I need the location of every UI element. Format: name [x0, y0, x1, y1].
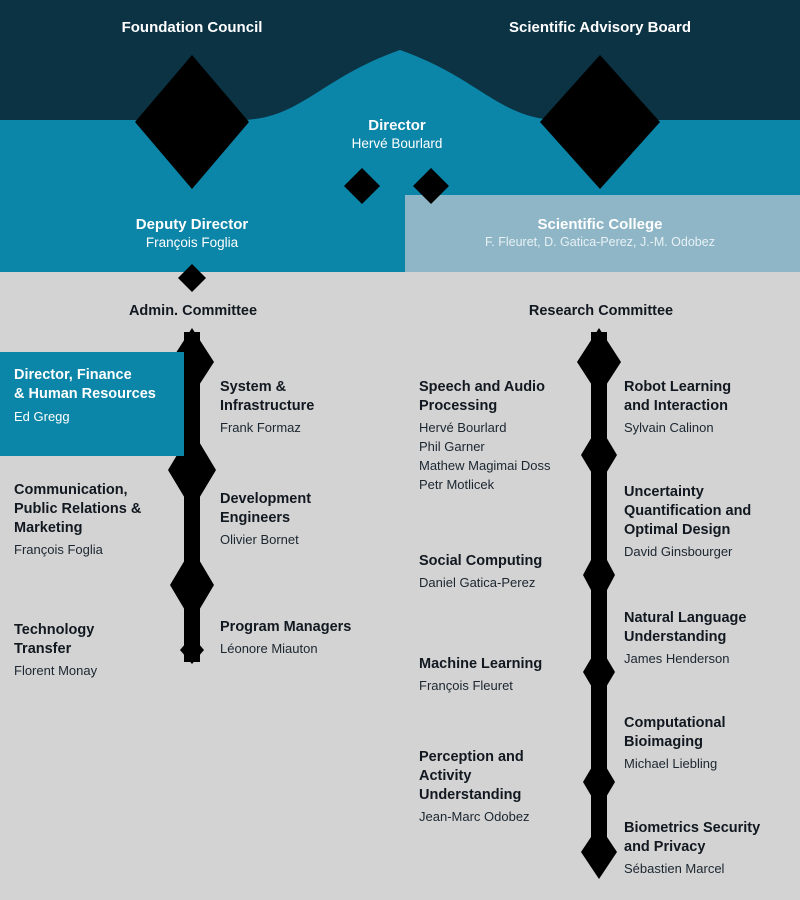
- unit-person-1: Sylvain Calinon: [624, 420, 714, 435]
- unit-person: Frank Formaz: [220, 420, 301, 435]
- admin-unit-system-infrastructure[interactable]: [220, 378, 385, 437]
- unit-title-line1: System &: [220, 379, 287, 395]
- unit-title-line3: Understanding: [419, 787, 522, 803]
- unit-person-3: Mathew Magimai Doss: [419, 458, 551, 473]
- unit-title-line2: Transfer: [14, 641, 72, 657]
- unit-person: Olivier Bornet: [220, 532, 299, 547]
- advisory-board-title: Scientific Advisory Board: [509, 19, 691, 36]
- director-person: Hervé Bourlard: [351, 136, 443, 151]
- unit-person-1: James Henderson: [624, 651, 730, 666]
- unit-title-line1: Program Managers: [220, 619, 352, 635]
- unit-person-1: Michael Liebling: [624, 756, 718, 771]
- advisory-board-node[interactable]: [480, 18, 720, 37]
- unit-person: Florent Monay: [14, 663, 98, 678]
- unit-title-line1: Director, Finance: [14, 367, 132, 383]
- research-committee-node[interactable]: [490, 302, 712, 321]
- unit-title-line1: Social Computing: [419, 553, 543, 569]
- unit-person: Ed Gregg: [14, 409, 70, 424]
- research-unit-robot-learning-interaction[interactable]: [624, 378, 794, 437]
- research-unit-computational-bioimaging[interactable]: [624, 714, 794, 773]
- foundation-council-node[interactable]: [72, 18, 312, 37]
- unit-title-line1: Uncertainty: [624, 484, 704, 500]
- admin-unit-director-finance-hr[interactable]: [0, 352, 184, 456]
- unit-title-line2: Public Relations &: [14, 501, 142, 517]
- deputy-director-node[interactable]: [82, 215, 302, 252]
- admin-unit-technology-transfer[interactable]: [14, 621, 174, 680]
- unit-person: Léonore Miauton: [220, 641, 318, 656]
- deputy-director-title: Deputy Director: [135, 216, 249, 233]
- admin-unit-communication-pr-marketing[interactable]: [14, 481, 174, 559]
- unit-title-line2: & Human Resources: [14, 386, 156, 402]
- unit-title-line2: Engineers: [220, 510, 291, 526]
- scientific-college-title: Scientific College: [537, 216, 663, 233]
- unit-title-line1: Biometrics Security: [624, 820, 761, 836]
- unit-title-line2: Quantification and: [624, 503, 752, 519]
- unit-title-line2: Bioimaging: [624, 734, 703, 750]
- director-title: Director: [368, 117, 426, 134]
- research-unit-perception-activity-understanding[interactable]: [419, 748, 584, 826]
- unit-title-line3: Optimal Design: [624, 522, 731, 538]
- unit-title-line2: Understanding: [624, 629, 727, 645]
- admin-committee-title: Admin. Committee: [128, 303, 258, 319]
- unit-title-line3: Marketing: [14, 520, 83, 536]
- unit-title-line1: Computational: [624, 715, 726, 731]
- unit-title-line1: Development: [220, 491, 312, 507]
- foundation-council-title: Foundation Council: [121, 19, 263, 36]
- research-unit-biometrics-security-privacy[interactable]: [624, 819, 799, 878]
- research-unit-speech-audio-processing[interactable]: [419, 378, 584, 494]
- unit-person-1: Hervé Bourlard: [419, 420, 507, 435]
- deputy-director-person: François Foglia: [145, 235, 239, 250]
- unit-title-line2: Processing: [419, 398, 498, 414]
- unit-title-line1: Perception and: [419, 749, 524, 765]
- unit-person-2: Phil Garner: [419, 439, 485, 454]
- unit-title-line2: and Interaction: [624, 398, 728, 414]
- unit-title-line1: Communication,: [14, 482, 128, 498]
- unit-person-4: Petr Motlicek: [419, 477, 495, 492]
- research-unit-machine-learning[interactable]: [419, 655, 584, 695]
- unit-person-1: David Ginsbourger: [624, 544, 733, 559]
- unit-title-line1: Technology: [14, 622, 95, 638]
- admin-unit-development-engineers[interactable]: [220, 490, 385, 549]
- unit-person: François Foglia: [14, 542, 103, 557]
- research-unit-natural-language-understanding[interactable]: [624, 609, 794, 668]
- research-committee-title: Research Committee: [528, 303, 674, 319]
- research-unit-social-computing[interactable]: [419, 552, 584, 592]
- director-node[interactable]: [287, 116, 507, 153]
- unit-title-line1: Machine Learning: [419, 656, 543, 672]
- unit-title-line2: and Privacy: [624, 839, 706, 855]
- unit-person-1: Daniel Gatica-Perez: [419, 575, 536, 590]
- unit-title-line2: Activity: [419, 768, 472, 784]
- unit-title-line1: Natural Language: [624, 610, 747, 626]
- unit-person-1: Sébastien Marcel: [624, 861, 725, 876]
- admin-committee-node[interactable]: [82, 302, 304, 321]
- unit-title-line1: Speech and Audio: [419, 379, 545, 395]
- unit-title-line2: Infrastructure: [220, 398, 315, 414]
- scientific-college-node[interactable]: [450, 215, 750, 251]
- unit-person-1: François Fleuret: [419, 678, 513, 693]
- research-unit-uncertainty-quantification[interactable]: [624, 483, 794, 561]
- unit-person-1: Jean-Marc Odobez: [419, 809, 530, 824]
- unit-title-line1: Robot Learning: [624, 379, 732, 395]
- scientific-college-people: F. Fleuret, D. Gatica-Perez, J.-M. Odobez: [485, 235, 715, 249]
- admin-unit-program-managers[interactable]: [220, 618, 400, 658]
